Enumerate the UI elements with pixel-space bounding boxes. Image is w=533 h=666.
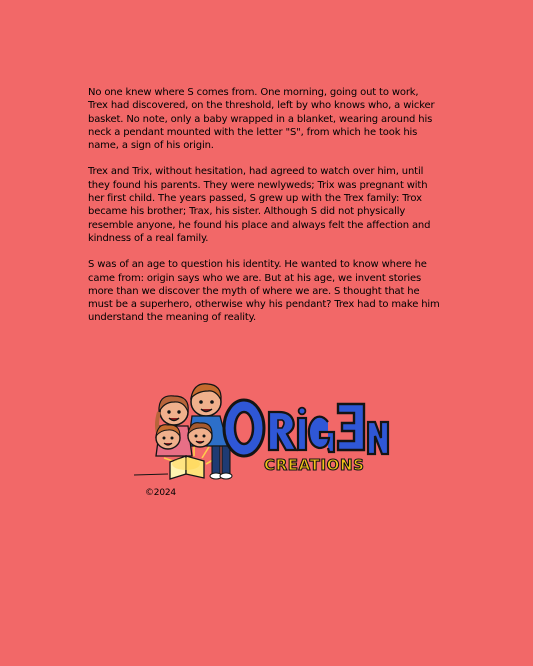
origen-wordmark: [224, 400, 388, 456]
story-text: [88, 86, 440, 338]
copyright-text: ©2024: [145, 488, 176, 498]
story-paragraph-3: S was of an age to question his identity. He wanted to know where he came from: origin says who we are. But at his age, we invent stories more than we discover the myth of where we are. S thought that he must be a superhero, otherwise why his pendant? Trex had to make him understand the meaning of reality.: [88, 259, 440, 324]
story-paragraph-2: Trex and Trix, without hesitation, had agreed to watch over him, until they found his parents. They were newlyweds; Trix was pregnant with her first child. The years passed, S grew up with the Trex family: Trox became his brother; Trax, his sister. Although S did not physically resemble anyone, he found his place and always felt the affection and kindness of a real family.: [88, 166, 431, 244]
story-paragraph-1: No one knew where S comes from. One morning, going out to work, Trex had discovered, on the threshold, left by who knows who, a wicker basket. No note, only a baby wrapped in a blanket, wearing around his neck a pendant mounted with the letter "S", from which he took his name, a sign of his origin.: [88, 87, 435, 152]
origen-creations-logo: [128, 376, 390, 488]
creations-wordmark: CREATIONS: [264, 456, 365, 474]
family-illustration: [134, 384, 232, 479]
